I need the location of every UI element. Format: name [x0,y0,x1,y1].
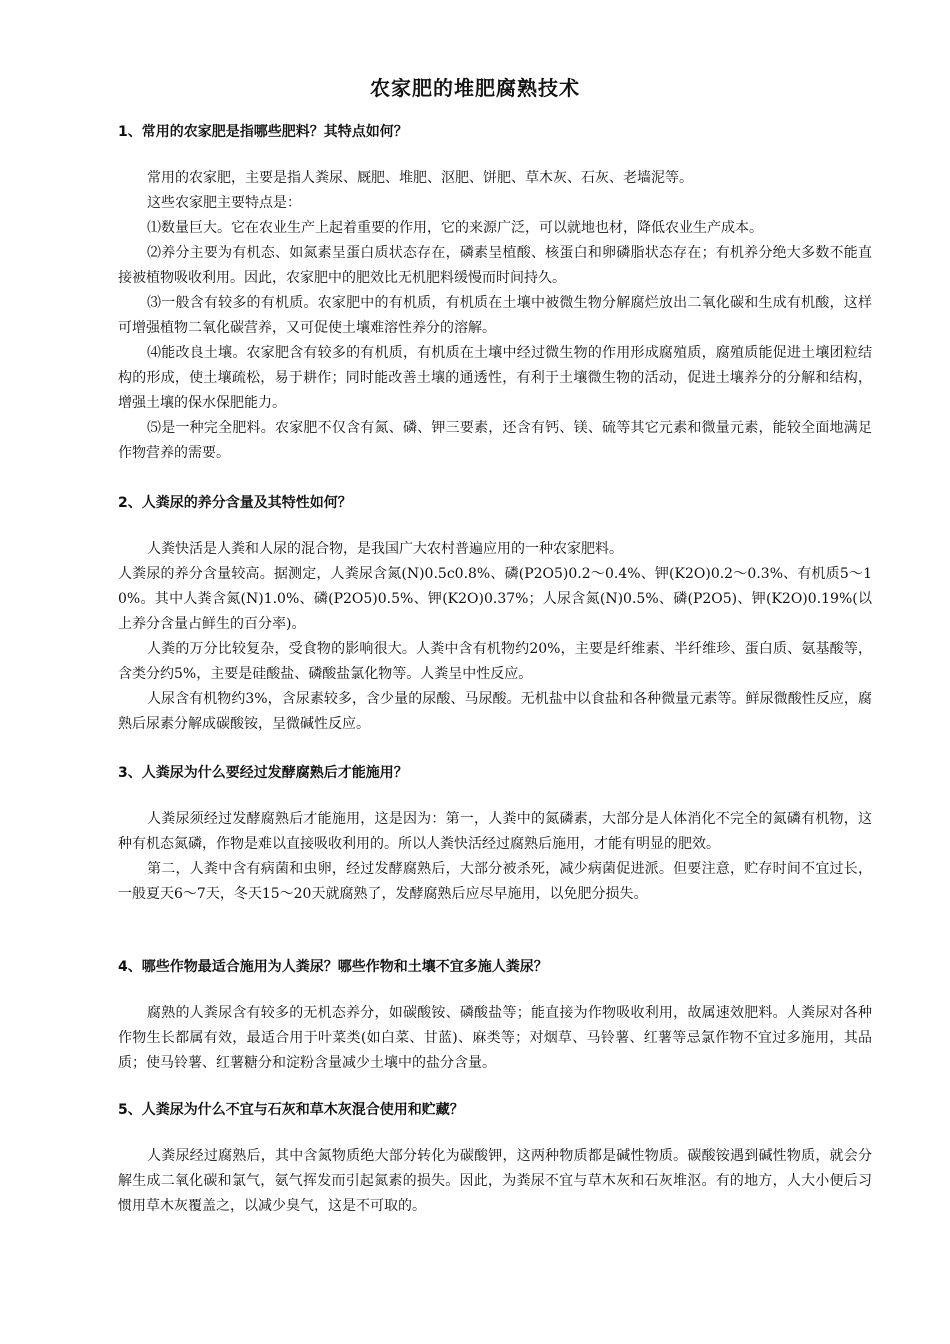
document-title: 农家肥的堆肥腐熟技术 [370,76,580,100]
paragraph: ⑴数量巨大。它在农业生产上起着重要的作用，它的来源广泛，可以就地也材，降低农业生产成本。 [147,220,763,236]
section-4 [118,957,872,1076]
paragraph: ⑶一般含有较多的有机质。农家肥中的有机质，有机质在土壤中被微生物分解腐烂放出二氧化碳和生成有机酸，这样可增强植物二氧化碳营养，又可促使土壤难溶性养分的溶解。 [118,295,872,336]
paragraph: 这些农家肥主要特点是： [147,195,301,211]
paragraph: 常用的农家肥，主要是指人粪尿、厩肥、堆肥、沤肥、饼肥、草木灰、石灰、老墙泥等。 [147,170,693,186]
section-heading: 1、常用的农家肥是指哪些肥料？其特点如何？ [118,124,408,140]
paragraph: 人粪尿须经过发酵腐熟后才能施用，这是因为：第一，人粪中的氮磷素，大部分是人体消化不完全的氮磷有机物，这种有机态氮磷，作物是难以直接吸收利用的。所以人粪快活经过腐熟后施用，才能有明显的肥效。 [118,811,872,852]
section-heading: 3、人粪尿为什么要经过发酵腐熟后才能施用？ [118,765,408,781]
paragraph: 第二，人粪中含有病菌和虫卵，经过发酵腐熟后，大部分被杀死，减少病菌促进派。但要注意，贮存时间不宜过长，一般夏天6～7天，冬天15～20天就腐熟了，发酵腐熟后应尽早施用，以免肥分损失。 [118,861,872,902]
section-1 [118,122,872,466]
paragraph: 人粪尿经过腐熟后，其中含氮物质绝大部分转化为碳酸钾，这两种物质都是碱性物质。碳酸铵遇到碱性物质，就会分解生成二氧化碳和氯气，氨气挥发而引起氮素的损失。因此，为粪尿不宜与草木灰和石灰堆沤。有的地方，人大小便后习惯用草木灰覆盖之，以减少臭气，这是不可取的。 [118,1148,872,1214]
section-2 [118,493,872,737]
section-heading: 4、哪些作物最适合施用为人粪尿？哪些作物和土壤不宜多施人粪尿？ [118,959,548,975]
section-3 [118,763,872,907]
section-5 [118,1100,872,1219]
paragraph: 腐熟的人粪尿含有较多的无机态养分，如碳酸铵、磷酸盐等；能直接为作物吸收利用，故属速效肥料。人粪尿对各种作物生长都属有效，最适合用于叶菜类(如白菜、甘蓝)、麻类等；对烟草、马铃薯、红薯等忌氯作物不宜过多施用，其品质；使马铃薯、红薯糖分和淀粉含量减少土壤中的盐分含量。 [118,1005,872,1071]
paragraph: 人粪快活是人粪和人尿的混合物，是我国广大农村普遍应用的一种农家肥料。 [147,541,623,557]
paragraph: ⑷能改良土壤。农家肥含有较多的有机质，有机质在土壤中经过微生物的作用形成腐殖质，腐殖质能促进土壤团粒结构的形成，使土壤疏松，易于耕作；同时能改善土壤的通透性，有利于土壤微生物的活动，促进土壤养分的分解和结构，增强土壤的保水保肥能力。 [118,345,872,411]
paragraph: 人尿含有机物约3%，含尿素较多，含少量的尿酸、马尿酸。无机盐中以食盐和各种微量元素等。鲜尿微酸性反应，腐熟后尿素分解成碳酸铵，呈微碱性反应。 [118,691,872,732]
paragraph: ⑸是一种完全肥料。农家肥不仅含有氮、磷、钾三要素，还含有钙、镁、硫等其它元素和微量元素，能较全面地满足作物营养的需要。 [118,420,872,461]
section-heading: 5、人粪尿为什么不宜与石灰和草木灰混合使用和贮藏？ [118,1102,464,1118]
paragraph: 人粪尿的养分含量较高。据测定，人粪尿含氮(N)0.5c0.8%、磷(P2O5)0.2～0.4%、钾(K2O)0.2～0.3%、有机质5～10%。其中人粪含氮(N)1.0%、磷(P2O5)0.5%、钾(K2O)0.37%；人尿含氮(N)0.5%、磷(P2O5)、钾(K2O)0.19%(以上养分含量占鲜生的百分率)。 [118,566,872,632]
paragraph: 人粪的万分比较复杂，受食物的影响很大。人粪中含有机物约20%，主要是纤维素、半纤维珍、蛋白质、氨基酸等，含类分约5%，主要是硅酸盐、磷酸盐氯化物等。人粪呈中性反应。 [118,641,872,682]
paragraph: ⑵养分主要为有机态、如氮素呈蛋白质状态存在，磷素呈植酸、核蛋白和卵磷脂状态存在；有机养分绝大多数不能直接被植物吸收利用。因此，农家肥中的肥效比无机肥料缓慢而时间持久。 [118,245,872,286]
section-heading: 2、人粪尿的养分含量及其特性如何？ [118,495,352,511]
